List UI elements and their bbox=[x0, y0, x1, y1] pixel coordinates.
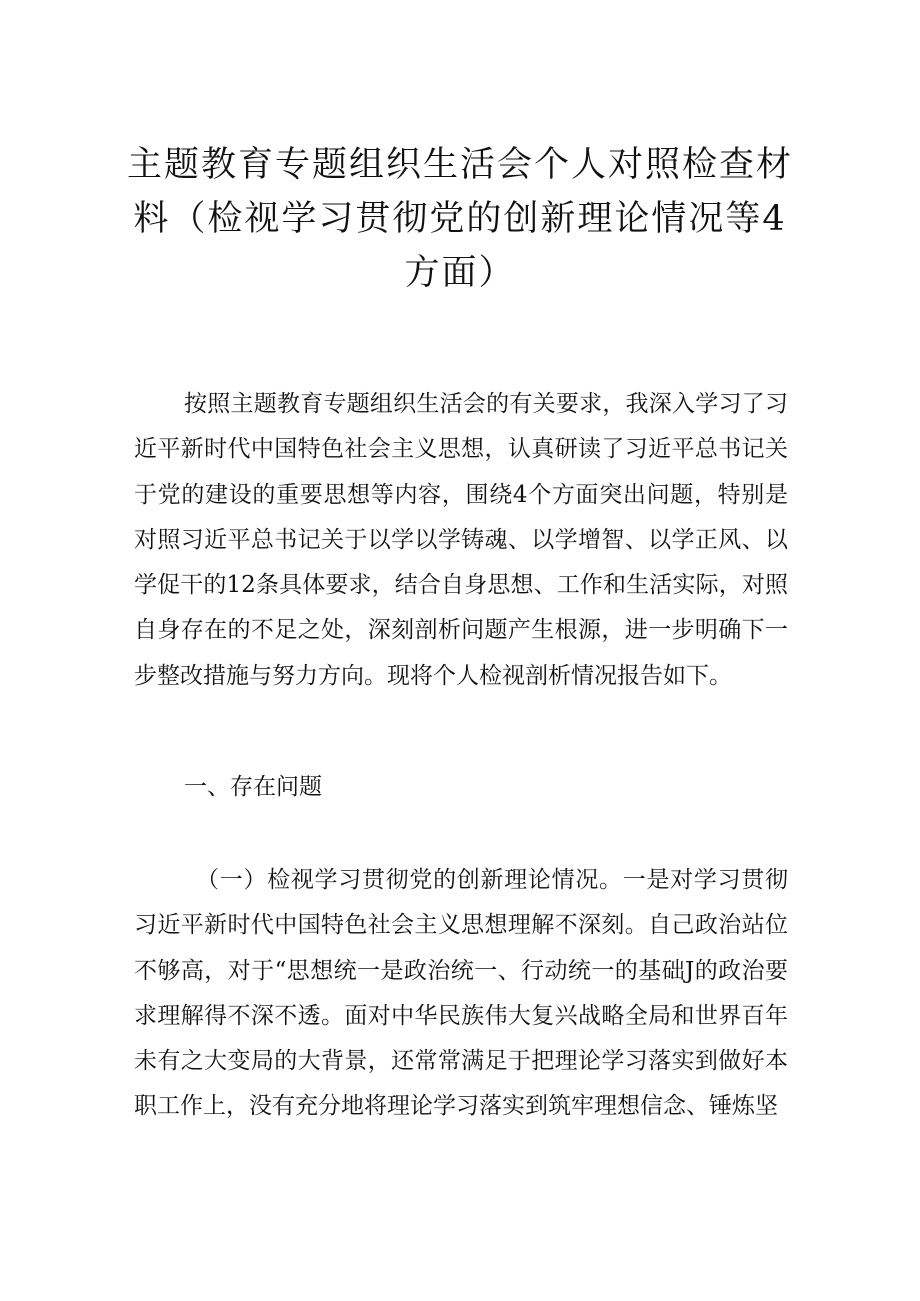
section-heading: 一、存在问题 bbox=[184, 774, 322, 800]
document-title: 主题教育专题组织生活会个人对照检查材料（检视学习贯彻党的创新理论情况等4方面） bbox=[126, 145, 793, 293]
section-paragraph: （一）检视学习贯彻党的创新理论情况。一是对学习贯彻习近平新时代中国特色社会主义思想理解不深刻。自己政治站位不够高，对于“思想统一是政治统一、行动统一的基础J的政治要求理解得不深不透。面对中华民族伟大复兴战略全局和世界百年未有之大变局的大背景，还常常满足于把理论学习落实到做好本职工作上，没有充分地将理论学习落实到筑牢理想信念、锤炼坚 bbox=[134, 867, 788, 1120]
intro-paragraph: 按照主题教育专题组织生活会的有关要求，我深入学习了习近平新时代中国特色社会主义思想，认真研读了习近平总书记关于党的建设的重要思想等内容，围绕4个方面突出问题，特别是对照习近平总书记关于以学以学铸魂、以学增智、以学正风、以学促干的12条具体要求，结合自身思想、工作和生活实际，对照自身存在的不足之处，深刻剖析问题产生根源，进一步明确下一步整改措施与努力方向。现将个人检视剖析情况报告如下。 bbox=[134, 391, 788, 689]
